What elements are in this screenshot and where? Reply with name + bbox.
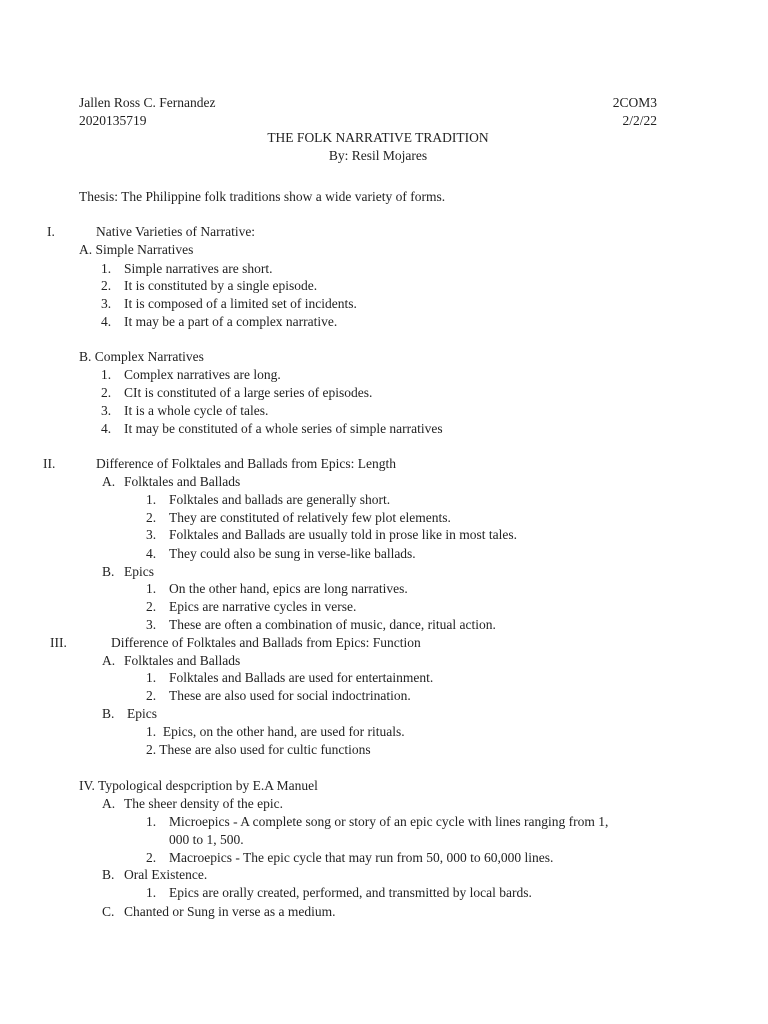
list-item-continuation: 000 to 1, 500. xyxy=(169,832,244,847)
subsection-heading: Folktales and Ballads xyxy=(124,653,241,668)
list-item: It may be constituted of a whole series of simple narratives xyxy=(124,421,443,436)
list-number: 3. xyxy=(101,296,112,311)
subsection-letter: B. xyxy=(102,706,115,721)
list-number: 4. xyxy=(101,314,112,329)
section-numeral: I. xyxy=(47,224,55,239)
list-item: Folktales and Ballads are usually told in prose like in most tales. xyxy=(169,527,517,542)
list-item: It may be a part of a complex narrative. xyxy=(124,314,338,329)
list-item: Epics are narrative cycles in verse. xyxy=(169,599,357,614)
subsection-letter: B. xyxy=(102,564,115,579)
subsection-heading: A. Simple Narratives xyxy=(79,242,194,257)
list-item: It is constituted by a single episode. xyxy=(124,278,318,293)
subsection-letter: A. xyxy=(102,796,116,811)
list-number: 3. xyxy=(146,527,157,542)
list-item: 1. Epics, on the other hand, are used for rituals. xyxy=(146,724,405,739)
section-numeral: III. xyxy=(50,635,67,650)
list-number: 2. xyxy=(101,278,112,293)
section-numeral: II. xyxy=(43,456,56,471)
list-number: 3. xyxy=(101,403,112,418)
list-number: 1. xyxy=(146,670,157,685)
list-item: Microepics - A complete song or story of an epic cycle with lines ranging from 1, xyxy=(169,814,609,829)
list-item: They are constituted of relatively few plot elements. xyxy=(169,510,451,525)
list-item: Simple narratives are short. xyxy=(124,261,273,276)
list-item: Complex narratives are long. xyxy=(124,367,281,382)
section-heading: Difference of Folktales and Ballads from Epics: Length xyxy=(96,456,397,471)
student-id: 2020135719 xyxy=(79,113,147,128)
list-number: 2. xyxy=(146,688,157,703)
author-name: Jallen Ross C. Fernandez xyxy=(79,95,216,110)
subsection-heading: Chanted or Sung in verse as a medium. xyxy=(124,904,336,919)
document-title: THE FOLK NARRATIVE TRADITION xyxy=(267,130,489,145)
list-number: 2. xyxy=(146,599,157,614)
list-item: These are often a combination of music, dance, ritual action. xyxy=(169,617,496,632)
list-number: 1. xyxy=(101,261,112,276)
subsection-heading: The sheer density of the epic. xyxy=(124,796,283,811)
list-item: On the other hand, epics are long narratives. xyxy=(169,581,408,596)
list-item: Macroepics - The epic cycle that may run from 50, 000 to 60,000 lines. xyxy=(169,850,554,865)
byline: By: Resil Mojares xyxy=(328,148,428,163)
subsection-letter: A. xyxy=(102,474,116,489)
course-code: 2COM3 xyxy=(612,95,657,110)
list-number: 2. xyxy=(101,385,112,400)
list-number: 1. xyxy=(146,814,157,829)
list-number: 1. xyxy=(146,492,157,507)
list-number: 1. xyxy=(146,885,157,900)
list-number: 1. xyxy=(146,581,157,596)
subsection-heading: Oral Existence. xyxy=(124,867,208,882)
thesis-statement: Thesis: The Philippine folk traditions show a wide variety of forms. xyxy=(79,189,446,204)
section-heading: Native Varieties of Narrative: xyxy=(96,224,256,239)
subsection-heading: Epics xyxy=(124,564,154,579)
list-number: 2. xyxy=(146,510,157,525)
subsection-letter: A. xyxy=(102,653,116,668)
subsection-letter: C. xyxy=(102,904,115,919)
list-item: 2. These are also used for cultic functions xyxy=(146,742,371,757)
list-item: They could also be sung in verse-like ballads. xyxy=(169,546,416,561)
list-number: 4. xyxy=(101,421,112,436)
list-item: Epics are orally created, performed, and transmitted by local bards. xyxy=(169,885,532,900)
list-number: 2. xyxy=(146,850,157,865)
subsection-heading: B. Complex Narratives xyxy=(79,349,204,364)
list-item: Folktales and ballads are generally short. xyxy=(169,492,391,507)
subsection-letter: B. xyxy=(102,867,115,882)
list-item: It is a whole cycle of tales. xyxy=(124,403,269,418)
section-heading: IV. Typological despcription by E.A Manuel xyxy=(79,778,318,793)
list-number: 4. xyxy=(146,546,157,561)
subsection-heading: Folktales and Ballads xyxy=(124,474,241,489)
list-item: These are also used for social indoctrination. xyxy=(169,688,411,703)
list-item: It is composed of a limited set of incidents. xyxy=(124,296,357,311)
date: 2/2/22 xyxy=(622,113,657,128)
list-item: CIt is constituted of a large series of episodes. xyxy=(124,385,373,400)
section-heading: Difference of Folktales and Ballads from Epics: Function xyxy=(111,635,421,650)
list-number: 1. xyxy=(101,367,112,382)
subsection-heading: Epics xyxy=(127,706,157,721)
list-number: 3. xyxy=(146,617,157,632)
list-item: Folktales and Ballads are used for entertainment. xyxy=(169,670,434,685)
